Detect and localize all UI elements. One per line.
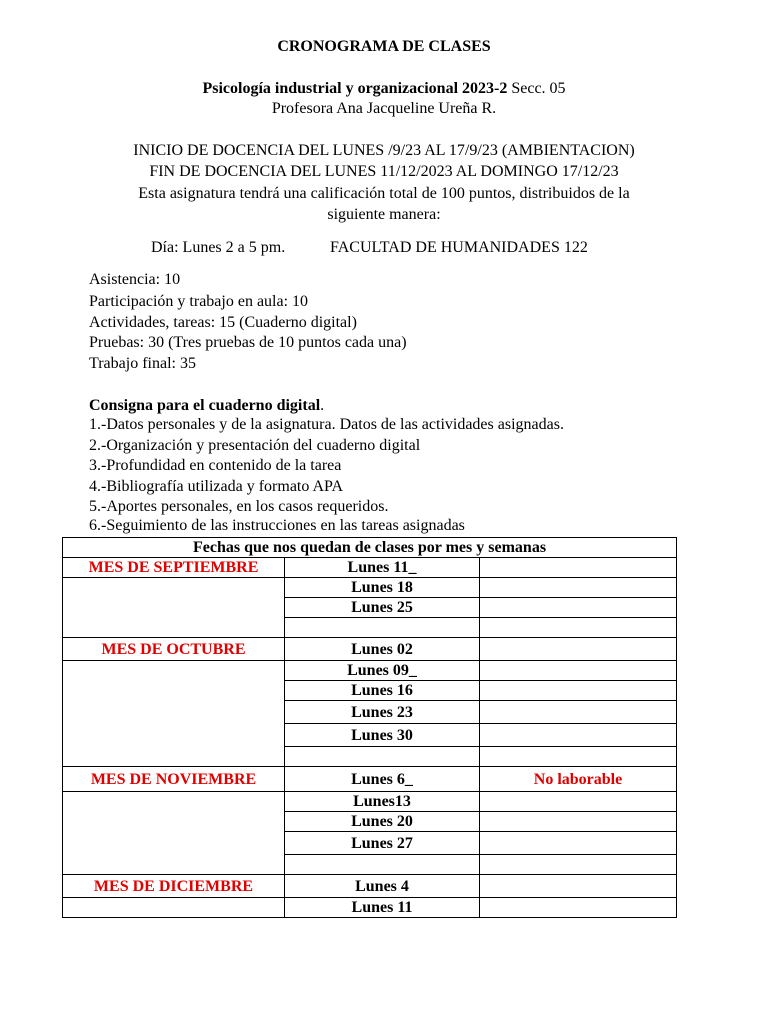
table-row: [63, 558, 677, 578]
date-cell: Lunes 11: [285, 898, 480, 918]
consigna-item: 3.-Profundidad en contenido de la tarea: [89, 457, 342, 474]
table-row: [63, 638, 677, 661]
empty-cell: [480, 812, 677, 832]
course-name: Psicología industrial y organizacional 2023-2: [202, 80, 508, 97]
consigna-item: 2.-Organización y presentación del cuaderno digital: [89, 437, 421, 454]
consigna-item: 1.-Datos personales y de la asignatura. Datos de las actividades asignadas.: [89, 416, 564, 433]
grading-item: Pruebas: 30 (Tres pruebas de 10 puntos cada una): [89, 334, 407, 351]
empty-cell: [480, 661, 677, 681]
empty-cell: [480, 875, 677, 898]
date-cell: Lunes 02: [285, 638, 480, 661]
course-line: [0, 80, 768, 98]
table-header-row: [63, 538, 677, 558]
consigna-item: 5.-Aportes personales, en los casos requeridos.: [89, 498, 389, 515]
course-section: Secc. 05: [511, 80, 566, 97]
date-cell: Lunes 09_: [285, 661, 480, 681]
empty-cell: [480, 638, 677, 661]
table-row: [63, 767, 677, 792]
table-row: [63, 898, 677, 918]
table-header: Fechas que nos quedan de clases por mes y semanas: [63, 538, 677, 558]
table-row: [63, 578, 677, 598]
grading-intro-line-1: Esta asignatura tendrá una calificación total de 100 puntos, distribuidos de la: [138, 185, 630, 202]
table-row: [63, 792, 677, 812]
consigna-item: 4.-Bibliografía utilizada y formato APA: [89, 478, 344, 495]
month-label-september: MES DE SEPTIEMBRE: [63, 558, 285, 578]
empty-cell: [285, 747, 480, 767]
grading-item: Trabajo final: 35: [89, 355, 196, 372]
table-row: [63, 875, 677, 898]
date-cell: Lunes 11_: [285, 558, 480, 578]
empty-cell: [480, 792, 677, 812]
end-date-text: FIN DE DOCENCIA DEL LUNES 11/12/2023 AL DOMINGO 17/12/23: [149, 163, 619, 180]
teacher-name: Profesora Ana Jacqueline Ureña R.: [271, 100, 497, 117]
date-cell: Lunes 20: [285, 812, 480, 832]
class-day: Día: Lunes 2 a 5 pm.: [151, 239, 286, 256]
date-cell: Lunes 6_: [285, 767, 480, 792]
grading-item: Participación y trabajo en aula: 10: [89, 293, 309, 310]
empty-cell: [480, 598, 677, 618]
table-row: [63, 661, 677, 681]
empty-cell: [480, 701, 677, 724]
month-label-december: MES DE DICIEMBRE: [63, 875, 285, 898]
empty-cell: [63, 661, 285, 767]
empty-cell: [480, 558, 677, 578]
date-cell: Lunes 18: [285, 578, 480, 598]
no-laborable-note: No laborable: [480, 767, 677, 792]
date-cell: Lunes 4: [285, 875, 480, 898]
grading-intro-line-2: siguiente manera:: [327, 206, 441, 223]
date-cell: Lunes 16: [285, 681, 480, 701]
date-cell: Lunes 23: [285, 701, 480, 724]
empty-cell: [285, 855, 480, 875]
empty-cell: [480, 681, 677, 701]
date-cell: Lunes13: [285, 792, 480, 812]
empty-cell: [480, 855, 677, 875]
month-label-november: MES DE NOVIEMBRE: [63, 767, 285, 792]
document-title: CRONOGRAMA DE CLASES: [277, 38, 491, 55]
consigna-heading: [89, 397, 324, 415]
empty-cell: [63, 578, 285, 638]
empty-cell: [63, 898, 285, 918]
empty-cell: [63, 792, 285, 875]
month-label-october: MES DE OCTUBRE: [63, 638, 285, 661]
grading-item: Asistencia: 10: [89, 271, 181, 288]
date-cell: Lunes 25: [285, 598, 480, 618]
start-date-text: INICIO DE DOCENCIA DEL LUNES /9/23 AL 17/9/23 (AMBIENTACION): [133, 142, 635, 159]
empty-cell: [480, 724, 677, 747]
empty-cell: [480, 618, 677, 638]
empty-cell: [480, 747, 677, 767]
consigna-item: 6.-Seguimiento de las instrucciones en las tareas asignadas: [89, 517, 465, 534]
class-location: FACULTAD DE HUMANIDADES 122: [330, 239, 588, 256]
date-cell: Lunes 27: [285, 832, 480, 855]
empty-cell: [285, 618, 480, 638]
empty-cell: [480, 898, 677, 918]
empty-cell: [480, 578, 677, 598]
date-cell: Lunes 30: [285, 724, 480, 747]
consigna-heading-period: .: [320, 397, 325, 414]
empty-cell: [480, 832, 677, 855]
schedule-table: [62, 537, 677, 918]
consigna-heading-text: Consigna para el cuaderno digital: [89, 397, 321, 414]
grading-item: Actividades, tareas: 15 (Cuaderno digital): [89, 314, 357, 331]
